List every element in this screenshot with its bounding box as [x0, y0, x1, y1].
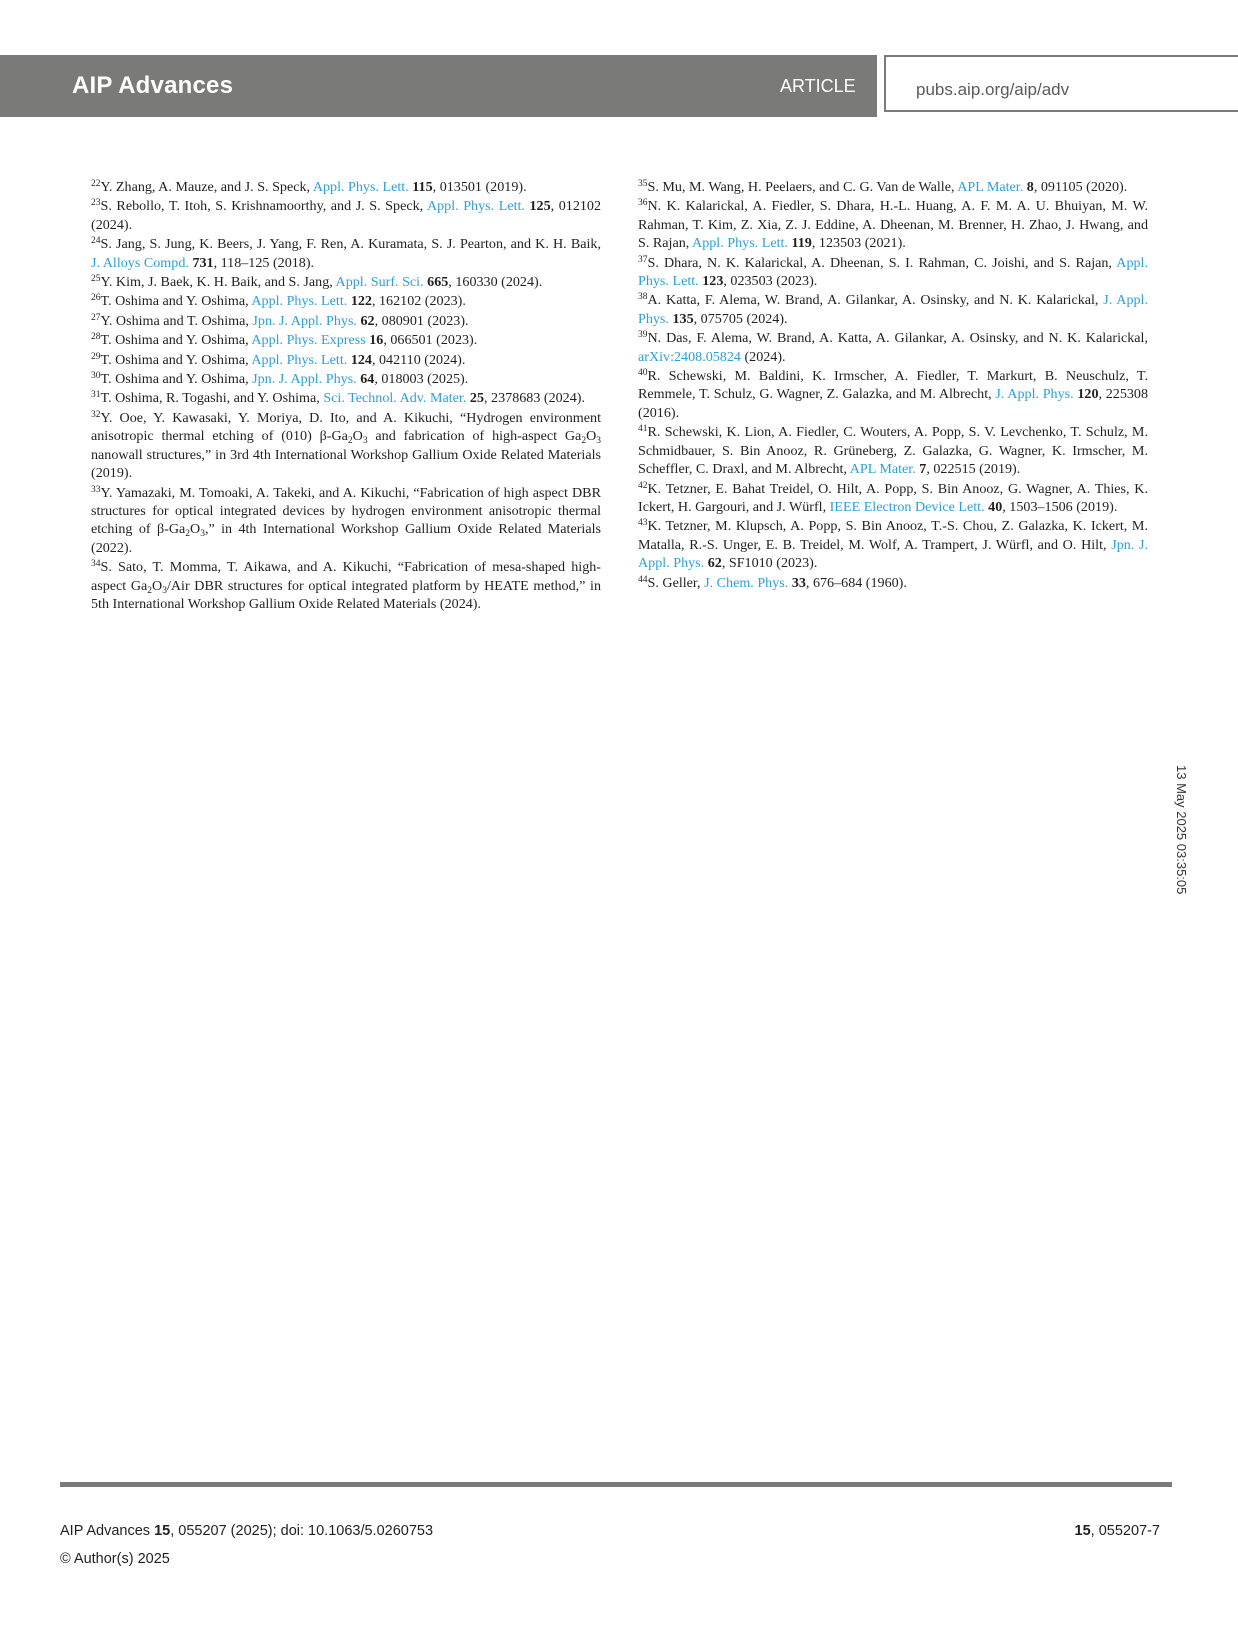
article-type-label: ARTICLE	[780, 76, 856, 96]
reference-authors: K. Tetzner, E. Bahat Treidel, O. Hilt, A. Popp, S. Bin Anooz, G. Wagner, A. Thies, K. Ickert, H. Gargouri, and J. Würfl,	[638, 480, 1148, 515]
reference-pages: (2024).	[740, 348, 786, 365]
reference-volume: 120	[1077, 386, 1099, 403]
reference-volume: 25	[469, 390, 484, 407]
journal-link[interactable]: J. Appl. Phys.	[638, 292, 1148, 327]
reference-pages: , 023503 (2023).	[723, 273, 818, 290]
journal-link[interactable]: Sci. Technol. Adv. Mater.	[323, 390, 467, 407]
reference-pages: , 080901 (2023).	[374, 312, 469, 329]
reference-number: 29	[91, 351, 101, 362]
reference-item	[91, 197, 601, 234]
reference-text: nanowall structures,” in 3rd 4th International Workshop Gallium Oxide Related Materials (2019).	[91, 446, 601, 482]
formula-subscript: 3	[162, 585, 167, 596]
reference-number: 41	[638, 424, 648, 435]
reference-number: 44	[638, 574, 648, 585]
journal-link[interactable]: Appl. Phys. Lett.	[251, 351, 348, 368]
reference-authors: R. Schewski, K. Lion, A. Fiedler, C. Wouters, A. Popp, S. V. Levchenko, T. Schulz, M. Schmidbauer, S. Bin Anooz, R. Grüneberg, Z. Galazka, G. Wagner, K. Irmscher, M. Scheffler, C. Draxl, and M. Albrecht,	[638, 424, 1148, 478]
reference-pages: , 013501 (2019).	[432, 179, 527, 195]
reference-volume: 123	[702, 273, 724, 290]
reference-item	[638, 178, 1148, 196]
reference-text: Y. Yamazaki, M. Tomoaki, A. Takeki, and A. Kikuchi, “Fabrication of high aspect DBR structures for optical integrated devices by hydrogen environment anisotropic thermal etching of β-Ga	[91, 484, 601, 538]
reference-item	[638, 197, 1148, 252]
reference-number: 22	[91, 179, 101, 189]
reference-pages: , 075705 (2024).	[693, 310, 788, 327]
reference-number: 35	[638, 179, 648, 189]
reference-item	[638, 291, 1148, 328]
reference-pages: , 160330 (2024).	[448, 274, 543, 291]
reference-pages: , 066501 (2023).	[383, 332, 478, 349]
reference-number: 25	[91, 274, 101, 285]
formula-element: O	[190, 521, 201, 538]
journal-link[interactable]: Jpn. J. Appl. Phys.	[638, 536, 1148, 572]
journal-link[interactable]: Appl. Phys. Express	[251, 332, 366, 349]
reference-volume: 62	[360, 312, 375, 329]
reference-authors: T. Oshima, R. Togashi, and Y. Oshima,	[100, 390, 324, 407]
journal-link[interactable]: APL Mater.	[957, 179, 1024, 195]
journal-link[interactable]: arXiv:2408.05824	[638, 348, 741, 365]
reference-volume: 731	[192, 254, 214, 271]
reference-volume: 40	[988, 498, 1003, 515]
reference-volume: 7	[919, 461, 927, 478]
reference-pages: , 091105 (2020).	[1033, 179, 1128, 195]
journal-title: AIP Advances	[72, 72, 234, 99]
reference-number: 37	[638, 254, 648, 265]
reference-number: 38	[638, 292, 648, 303]
reference-item	[638, 574, 1148, 592]
references-column-right	[638, 178, 1148, 593]
reference-number: 39	[638, 330, 648, 341]
reference-authors: T. Oshima and Y. Oshima,	[100, 351, 252, 368]
reference-authors: A. Katta, F. Alema, W. Brand, A. Gilankar, A. Osinsky, and N. K. Kalarickal,	[647, 292, 1104, 309]
formula-subscript: 3	[200, 529, 205, 540]
reference-volume: 124	[350, 351, 372, 368]
reference-volume: 16	[369, 332, 384, 349]
footer-page-volume: 15	[1074, 1523, 1091, 1539]
reference-volume: 33	[791, 574, 806, 591]
reference-volume: 115	[412, 179, 433, 195]
journal-link[interactable]: IEEE Electron Device Lett.	[829, 498, 985, 515]
formula-subscript: 2	[147, 585, 153, 596]
journal-link[interactable]: Jpn. J. Appl. Phys.	[252, 371, 357, 388]
formula-element: O	[152, 577, 163, 594]
footer-volume: 15	[154, 1523, 171, 1539]
journal-link[interactable]: J. Alloys Compd.	[91, 254, 189, 271]
reference-item	[638, 329, 1148, 366]
reference-pages: , SF1010 (2023).	[721, 555, 818, 572]
reference-item	[91, 235, 601, 272]
reference-authors: S. Mu, M. Wang, H. Peelaers, and C. G. Van de Walle,	[647, 179, 958, 195]
reference-pages: , 042110 (2024).	[371, 351, 466, 368]
reference-number: 27	[91, 312, 101, 323]
reference-pages: , 225308 (2016).	[638, 386, 1149, 421]
reference-item	[91, 370, 601, 388]
reference-number: 32	[91, 409, 101, 420]
reference-text: S. Sato, T. Momma, T. Aikawa, and A. Kikuchi, “Fabrication of mesa-shaped high-aspect Ga	[91, 559, 601, 594]
reference-item	[638, 480, 1148, 517]
journal-link[interactable]: Appl. Phys. Lett.	[251, 293, 348, 310]
reference-authors: T. Oshima and Y. Oshima,	[100, 371, 253, 388]
footer-citation	[60, 1523, 433, 1539]
reference-pages: , 012102 (2024).	[91, 198, 602, 233]
reference-authors: N. K. Kalarickal, A. Fiedler, S. Dhara, H.-L. Huang, A. F. M. A. U. Bhuiyan, M. W. Rahman, T. Kim, Z. Xia, Z. J. Eddine, A. Dheenan, M. Brenner, H. Zhao, J. Hwang, and S. Rajan,	[638, 198, 1148, 252]
reference-item	[91, 273, 601, 291]
reference-item	[91, 558, 601, 613]
reference-item	[638, 254, 1148, 291]
formula-element: O	[586, 428, 597, 445]
reference-authors: Y. Oshima and T. Oshima,	[100, 312, 253, 329]
reference-authors: S. Geller,	[647, 574, 705, 591]
reference-authors: S. Jang, S. Jung, K. Beers, J. Yang, F. Ren, A. Kuramata, S. J. Pearton, and K. H. Baik,	[100, 236, 601, 253]
reference-item	[638, 423, 1148, 478]
reference-authors: N. Das, F. Alema, W. Brand, A. Katta, A. Gilankar, A. Osinsky, and N. K. Kalarickal,	[647, 330, 1148, 347]
reference-number: 24	[91, 236, 101, 247]
reference-number: 40	[638, 368, 648, 379]
formula-subscript: 3	[362, 436, 368, 447]
journal-link[interactable]: Appl. Phys. Lett.	[312, 179, 409, 195]
reference-volume: 125	[529, 198, 551, 215]
reference-authors: S. Dhara, N. K. Kalarickal, A. Dheenan, S. I. Rahman, C. Joishi, and S. Rajan,	[647, 254, 1117, 271]
reference-pages: , 123503 (2021).	[811, 235, 906, 252]
journal-link[interactable]: Appl. Phys. Lett.	[692, 235, 788, 252]
reference-number: 30	[91, 371, 101, 382]
formula-subscript: 3	[596, 436, 601, 447]
reference-pages: , 162102 (2023).	[371, 293, 466, 310]
reference-number: 33	[91, 484, 101, 495]
reference-text: and fabrication of high-aspect Ga	[367, 428, 582, 445]
journal-link[interactable]: Jpn. J. Appl. Phys.	[252, 312, 357, 329]
reference-item	[638, 517, 1148, 572]
reference-item	[91, 484, 601, 558]
journal-link[interactable]: J. Appl. Phys.	[995, 386, 1074, 403]
reference-authors: T. Oshima and Y. Oshima,	[100, 293, 252, 310]
formula-element: O	[352, 428, 363, 445]
reference-item	[91, 331, 601, 349]
reference-text: ,” in 4th International Workshop Gallium Oxide Related Materials (2022).	[91, 521, 601, 556]
reference-authors: S. Rebollo, T. Itoh, S. Krishnamoorthy, and J. S. Speck,	[100, 198, 427, 215]
reference-text: /Air DBR structures for optical integrated platform by HEATE method,” in 5th International Workshop Gallium Oxide Related Materials (2024).	[91, 577, 601, 612]
footer-doi: , 055207 (2025); doi: 10.1063/5.0260753	[170, 1523, 434, 1539]
reference-volume: 8	[1026, 179, 1034, 195]
footer-divider	[60, 1482, 1172, 1487]
journal-url-link[interactable]: pubs.aip.org/aip/adv	[916, 80, 1070, 99]
reference-number: 43	[638, 518, 648, 529]
reference-number: 36	[638, 198, 648, 209]
reference-volume: 64	[360, 371, 375, 388]
journal-link[interactable]: Appl. Phys. Lett.	[638, 254, 1148, 290]
footer-copyright: © Author(s) 2025	[60, 1551, 170, 1567]
reference-item	[91, 292, 601, 310]
reference-authors: Y. Zhang, A. Mauze, and J. S. Speck,	[100, 179, 313, 195]
reference-number: 23	[91, 198, 101, 209]
reference-authors: R. Schewski, M. Baldini, K. Irmscher, A. Fiedler, T. Markurt, B. Neuschulz, T. Remmele, T. Schulz, G. Wagner, Z. Galazka, and M. Albrecht,	[638, 368, 1148, 403]
footer-journal: AIP Advances	[60, 1523, 151, 1539]
reference-volume: 62	[707, 555, 722, 572]
reference-pages: , 1503–1506 (2019).	[1002, 498, 1118, 515]
journal-link[interactable]: APL Mater.	[849, 461, 916, 478]
reference-pages: , 2378683 (2024).	[484, 390, 585, 407]
reference-volume: 122	[350, 293, 372, 310]
reference-number: 42	[638, 480, 648, 491]
reference-item	[91, 312, 601, 330]
formula-subscript: 2	[581, 436, 587, 447]
reference-volume: 119	[791, 235, 812, 252]
reference-authors: T. Oshima and Y. Oshima,	[100, 332, 252, 349]
footer-page-id: , 055207-7	[1090, 1523, 1160, 1539]
reference-item	[91, 178, 601, 196]
download-timestamp: 13 May 2025 03:35:05	[1174, 765, 1189, 895]
reference-pages: , 018003 (2025).	[374, 371, 469, 388]
reference-authors: K. Tetzner, M. Klupsch, A. Popp, S. Bin Anooz, T.-S. Chou, Z. Galazka, K. Ickert, M. Matalla, R.-S. Unger, E. B. Treidel, M. Wolf, A. Trampert, J. Würfl, and O. Hilt,	[638, 518, 1148, 553]
reference-number: 28	[91, 332, 101, 343]
reference-item	[638, 367, 1148, 422]
reference-text: Y. Ooe, Y. Kawasaki, Y. Moriya, D. Ito, and A. Kikuchi, “Hydrogen environment anisotropic thermal etching of (010) β-Ga	[91, 409, 601, 445]
reference-pages: , 022515 (2019).	[926, 461, 1021, 478]
reference-item	[91, 389, 601, 407]
reference-item	[91, 351, 601, 369]
journal-link[interactable]: Appl. Surf. Sci.	[335, 274, 424, 291]
reference-item	[91, 409, 601, 483]
reference-volume: 135	[672, 310, 694, 327]
formula-subscript: 2	[347, 436, 353, 447]
reference-number: 26	[91, 293, 101, 304]
footer-page-number	[1075, 1523, 1160, 1539]
journal-link[interactable]: Appl. Phys. Lett.	[426, 198, 525, 215]
journal-link[interactable]: J. Chem. Phys.	[704, 574, 789, 591]
reference-volume: 665	[427, 274, 449, 291]
reference-number: 31	[91, 390, 101, 401]
reference-number: 34	[91, 559, 101, 570]
references-column-left	[91, 178, 601, 614]
reference-pages: , 676–684 (1960).	[805, 574, 907, 591]
reference-authors: Y. Kim, J. Baek, K. H. Baik, and S. Jang,	[100, 274, 336, 291]
formula-subscript: 2	[185, 529, 191, 540]
reference-pages: , 118–125 (2018).	[213, 254, 315, 271]
